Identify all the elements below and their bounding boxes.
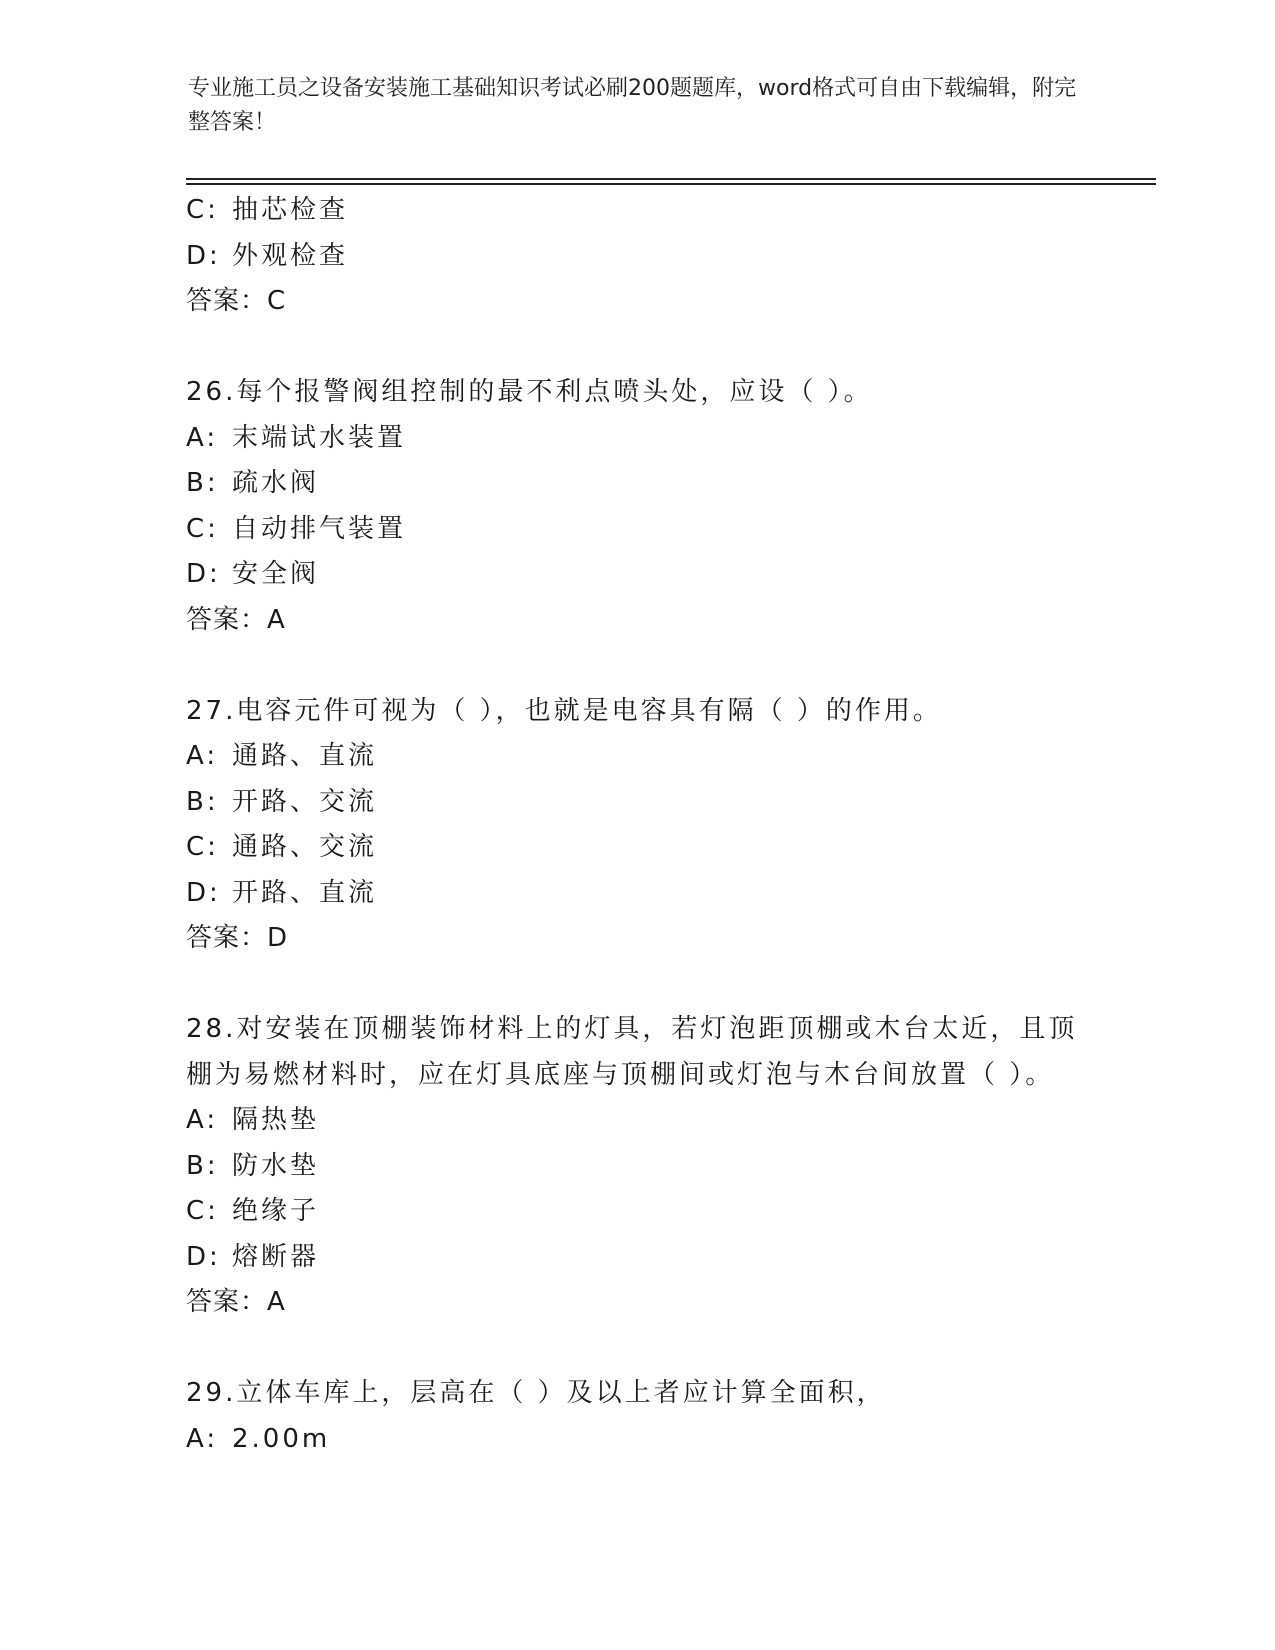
option-key: A: bbox=[186, 422, 219, 453]
option-key: C: bbox=[186, 195, 219, 225]
answer-line: 答案：A bbox=[186, 1287, 286, 1317]
option-c bbox=[186, 1189, 1146, 1235]
option-b bbox=[186, 1144, 1146, 1190]
option-key: A: bbox=[186, 1105, 219, 1135]
spacer bbox=[186, 1326, 1146, 1372]
option-key: B: bbox=[186, 1150, 219, 1181]
page-header bbox=[188, 72, 1088, 140]
question-stem-line-2: 棚为易燃材料时，应在灯具底座与顶棚间或灯泡与木台间放置（ ）。 bbox=[186, 1059, 1055, 1090]
option-text: 开路、直流 bbox=[232, 877, 378, 908]
option-key: A: bbox=[186, 741, 219, 771]
prev-question-tail bbox=[186, 188, 1146, 325]
option-text: 抽芯检查 bbox=[232, 195, 349, 225]
option-text: 末端试水装置 bbox=[232, 422, 407, 453]
option-text: 2.00m bbox=[232, 1423, 331, 1454]
option-d bbox=[186, 234, 1146, 280]
question-28 bbox=[186, 1007, 1146, 1326]
answer-line: 答案：C bbox=[186, 286, 287, 316]
question-26 bbox=[186, 370, 1146, 643]
option-key: B: bbox=[186, 468, 219, 498]
option-text: 开路、交流 bbox=[232, 786, 378, 817]
option-key: A: bbox=[186, 1423, 219, 1454]
option-a bbox=[186, 1417, 1146, 1463]
question-stem: 29.立体车库上，层高在（ ）及以上者应计算全面积， bbox=[186, 1378, 886, 1408]
option-text: 隔热垫 bbox=[232, 1105, 320, 1135]
question-stem-line-1: 28.对安装在顶棚装饰材料上的灯具，若灯泡距顶棚或木台太近，且顶 bbox=[186, 1014, 1078, 1044]
answer-line: 答案：D bbox=[186, 923, 289, 953]
option-b bbox=[186, 461, 1146, 507]
option-c bbox=[186, 188, 1146, 234]
option-key: C: bbox=[186, 513, 219, 544]
option-c bbox=[186, 825, 1146, 871]
option-key: D: bbox=[186, 1241, 221, 1272]
spacer bbox=[186, 643, 1146, 689]
option-d bbox=[186, 1235, 1146, 1281]
option-d bbox=[186, 871, 1146, 917]
option-key: D: bbox=[186, 559, 221, 589]
option-d bbox=[186, 552, 1146, 598]
option-text: 熔断器 bbox=[232, 1241, 320, 1272]
option-text: 外观检查 bbox=[232, 240, 349, 271]
option-text: 绝缘子 bbox=[232, 1196, 320, 1226]
question-stem: 27.电容元件可视为（ ），也就是电容具有隔（ ）的作用。 bbox=[186, 695, 942, 726]
option-text: 通路、直流 bbox=[232, 741, 378, 771]
option-a bbox=[186, 416, 1146, 462]
option-a bbox=[186, 734, 1146, 780]
header-divider-top bbox=[186, 178, 1156, 180]
spacer bbox=[186, 962, 1146, 1008]
spacer bbox=[186, 325, 1146, 371]
option-c bbox=[186, 507, 1146, 553]
document-title: 专业施工员之设备安装施工基础知识考试必刷200题题库，word格式可自由下载编辑，附完整答案！ bbox=[188, 76, 1077, 135]
option-key: D: bbox=[186, 240, 221, 271]
option-a bbox=[186, 1098, 1146, 1144]
question-29 bbox=[186, 1371, 1146, 1462]
option-key: C: bbox=[186, 832, 219, 862]
question-list bbox=[186, 188, 1146, 1462]
question-27 bbox=[186, 689, 1146, 962]
option-key: C: bbox=[186, 1196, 219, 1226]
option-key: D: bbox=[186, 877, 221, 908]
answer-line: 答案：A bbox=[186, 604, 286, 635]
option-text: 疏水阀 bbox=[232, 468, 320, 498]
option-key: B: bbox=[186, 786, 219, 817]
option-text: 防水垫 bbox=[232, 1150, 320, 1181]
option-text: 通路、交流 bbox=[232, 832, 378, 862]
option-text: 安全阀 bbox=[232, 559, 320, 589]
question-stem: 26.每个报警阀组控制的最不利点喷头处，应设（ ）。 bbox=[186, 377, 873, 407]
header-divider-bottom bbox=[186, 183, 1156, 185]
option-text: 自动排气装置 bbox=[232, 513, 407, 544]
option-b bbox=[186, 780, 1146, 826]
